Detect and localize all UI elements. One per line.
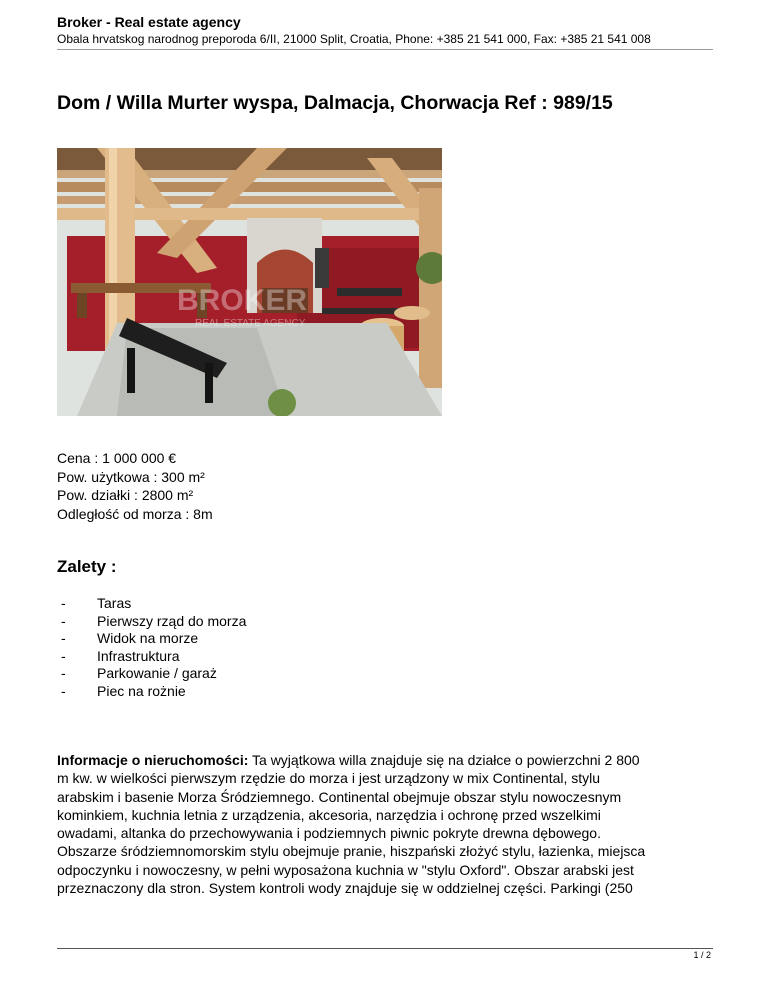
document-header [57, 13, 713, 47]
list-item: - Parkowanie / garaż [61, 665, 217, 681]
property-photo [57, 148, 442, 416]
list-item: - Infrastruktura [61, 647, 180, 664]
list-item: - Widok na morze [61, 630, 199, 646]
usable-area: Pow. użytkowa : 300 m² [57, 468, 205, 485]
list-item: - Taras [61, 595, 132, 611]
property-facts [57, 449, 213, 523]
sea-distance: Odległość od morza : 8m [57, 505, 213, 522]
company-address: Obala hrvatskog narodnog preporoda 6/II, 21000 Split, Croatia, Phone: +385 21 541 000, Fax: +385 21 541 008 [57, 32, 651, 46]
features-heading: Zalety : [57, 557, 117, 576]
listing-title: Dom / Willa Murter wyspa, Dalmacja, Chorwacja Ref : 989/15 [57, 92, 613, 114]
plot-area: Pow. działki : 2800 m² [57, 487, 194, 503]
list-item: - Pierwszy rząd do morza [61, 612, 247, 629]
watermark-text: BROKER [177, 284, 308, 317]
footer-divider [57, 948, 713, 949]
price: Cena : 1 000 000 € [57, 450, 177, 466]
watermark-subtext: REAL ESTATE AGENCY [195, 318, 306, 329]
property-description: Informacje o nieruchomości: Ta wyjątkowa willa znajduje się na działce o powierzchni 2 800 m kw. w wielkości pierwszym rzędzie do morza i jest urządzony w mix Continental, stylu arabskim i basenie Morza Śródziemnego. Continental obejmuje obszar stylu nowoczesnym kominkiem, kuchnia letnia z urządzenia, akcesoria, narzędzia i ochronę przed wszelkimi owadami, altanka do przechowywania i podziemnych piwnic pokryte drewna dębowego. Obszarze śródziemnomorskim stylu obejmuje pranie, hiszpański złożyć stylu, łazienka, miejsca odpoczynku i nowoczesny, w pełni wyposażona kuchnia w "stylu Oxford". Obszar arabski jest przeznaczony dla stron. System kontroli wody znajduje się w oddzielnej części. Parkingi (250 [57, 752, 646, 897]
features-list [57, 595, 246, 700]
description-label: Informacje o nieruchomości: [57, 752, 249, 768]
page-number: 1 / 2 [693, 950, 711, 960]
company-name: Broker - Real estate agency [57, 14, 241, 30]
list-item: - Piec na rożnie [61, 682, 186, 699]
header-divider [57, 49, 713, 50]
